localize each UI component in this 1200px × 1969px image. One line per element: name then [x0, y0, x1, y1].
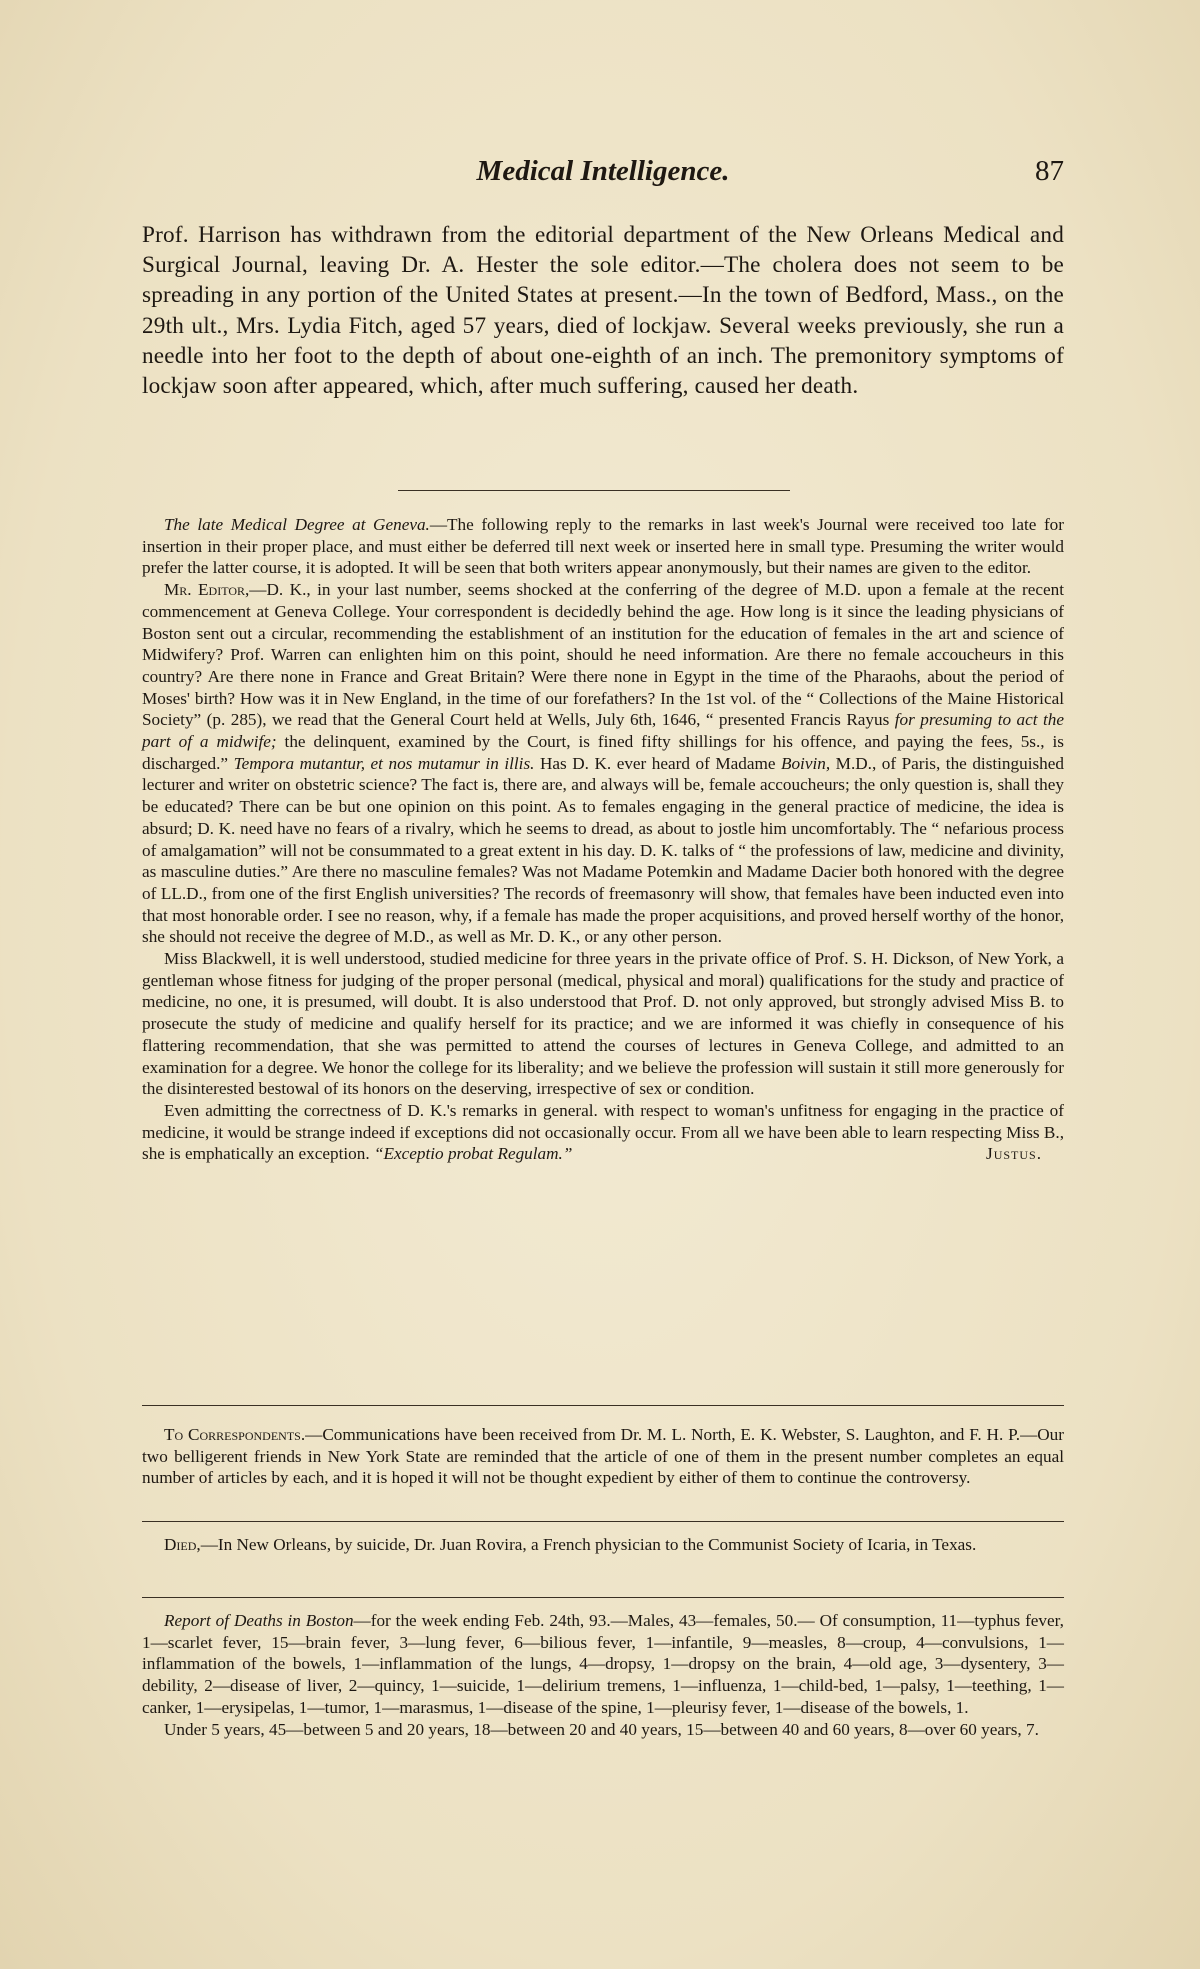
page-number: 87 [1035, 155, 1064, 187]
divider-rule [142, 1405, 1064, 1406]
deaths-paragraph [142, 1610, 1064, 1719]
letter-paragraph-1 [142, 579, 1064, 948]
letter-text: M.D., of Paris, the distinguished lecturer and writer on obstetric science? The fact is, there are, and always will be, female accoucheurs; the only question is, shall they be educated? There can be but one opinion on this point. As to females engaging in the general practice of medicine, the idea is absurd; D. K. need have no fears of a rivalry, which he seems to dread, as about to jostle him uncomfortably. The “ nefarious process of amalgamation” will not be consummated to a great extent in his day. D. K. talks of “ the professions of law, medicine and divinity, as masculine duties.” Are there no masculine females? Was not Madame Potemkin and Madame Dacier both honored with the degree of LL.D., from one of the first English universities? The records of freemasonry will show, that females have been inducted even into that most honorable order. I see no reason, why, if a female has made the proper acquisitions, and proved herself worthy of the honor, she should not receive the degree of M.D., as well as Mr. D. K., or any other person. [142, 753, 1064, 947]
died-heading: Died, [164, 1535, 201, 1554]
died-text: —In New Orleans, by suicide, Dr. Juan Rovira, a French physician to the Communist Society of Icaria, in Texas. [200, 1535, 977, 1554]
letter-italic-text: Boivin, [780, 753, 831, 773]
deaths-report-text: —for the week ending Feb. 24th, 93.—Males, 43—females, 50.— Of consumption, 11—typhus fever, 1—scarlet fever, 15—brain fever, 3—lung fever, 6—bilious fever, 1—infantile, 9—measles, 8—croup, 4—convulsions, 1—inflammation of the bowels, 1—inflammation of the lungs, 4—dropsy, 1—dropsy on the brain, 4—old age, 3—dysentery, 3—debility, 2—disease of liver, 2—quincy, 1—suicide, 1—delirium tremens, 1—influenza, 1—child-bed, 1—palsy, 1—teething, 1—canker, 1—erysipelas, 1—tumor, 1—marasmus, 1—disease of the spine, 1—pleurisy fever, 1—disease of the bowels, 1. [142, 1611, 1064, 1717]
latin-quotation: Tempora mutantur, et nos mutamur in illis. [233, 753, 535, 773]
letter-paragraph-3 [142, 1100, 1064, 1165]
correspondents-heading: To Correspondents. [164, 1425, 306, 1444]
letter-text: Has D. K. ever heard of Madame [534, 753, 781, 773]
divider-rule [142, 1521, 1064, 1522]
article-intro-text: —The following reply to the remarks in last week's Journal were received too late for insertion in their proper place, and must either be deferred till next week or inserted here in small type. Presuming the writer would prefer the latter course, it is adopted. It will be seen that both writers appear anonymously, but their names are given to the editor. [142, 515, 1064, 578]
geneva-degree-article [142, 514, 1064, 1165]
deaths-report-title: Report of Deaths in Boston [164, 1611, 354, 1630]
divider-rule [142, 1597, 1064, 1598]
article-title: The late Medical Degree at Geneva. [164, 515, 430, 534]
page-header [142, 155, 1064, 195]
correspondents-text: —Communications have been received from Dr. M. L. North, E. K. Webster, S. Laughton, and F. H. P.—Our two belligerent friends in New York State are reminded that the article of one of them in the present number completes an equal number of articles by each, and it is hoped it will not be thought expedient by either of them to continue the controversy. [142, 1425, 1064, 1488]
salutation: Mr. Editor, [164, 580, 250, 600]
correspondents-notice [142, 1424, 1064, 1489]
died-paragraph [142, 1534, 1064, 1556]
running-title: Medical Intelligence. [476, 155, 730, 187]
letter-italic-text: for presuming to act the part of a midwife; [142, 710, 1064, 752]
lead-paragraph: Prof. Harrison has withdrawn from the editorial department of the New Orleans Medical and Surgical Journal, leaving Dr. A. Hester the sole editor.—The cholera does not seem to be spreading in any portion of the United States at present.—In the town of Bedford, Mass., on the 29th ult., Mrs. Lydia Fitch, aged 57 years, died of lockjaw. Several weeks previously, she run a needle into her foot to the depth of about one-eighth of an inch. The premonitory symptoms of lockjaw soon after appeared, which, after much suffering, caused her death. [142, 222, 1064, 400]
deaths-ages-paragraph: Under 5 years, 45—between 5 and 20 years, 18—between 20 and 40 years, 15—between 40 and 60 years, 8—over 60 years, 7. [164, 1719, 1039, 1739]
letter-text: the delinquent, examined by the Court, is fined fifty shillings for his offence, and paying the fees, 5s., is discharged.” [142, 732, 1064, 773]
divider-rule [398, 490, 790, 491]
article-intro [142, 514, 1064, 579]
signature: Justus. [986, 1144, 1042, 1164]
letter-text: —D. K., in your last number, seems shocked at the conferring of the degree of M.D. upon a female at the recent commencement at Geneva College. Your correspondent is decidedly behind the age. How long is it since the leading physicians of Boston sent out a circular, recommending the establishment of an institution for the education of females in the art and science of Midwifery? Prof. Warren can enlighten him on this point, should he need information. Are there no female accoucheurs in this country? Are there none in France and Great Britain? Were there none in Egypt in the time of the Pharaohs, about the period of Moses' birth? How was it in New England, in the time of our forefathers? In the 1st vol. of the “ Collections of the Maine Historical Society” (p. 285), we read that the General Court held at Wells, July 6th, 1646, “ presented Francis Rayus [142, 580, 1064, 730]
letter-text: Even admitting the correctness of D. K.'s remarks in general. with respect to woman's unfitness for engaging in the practice of medicine, it would be strange indeed if exceptions did not occasionally occur. From all we have been able to learn respecting Miss B., she is emphatically an exception. [142, 1100, 1064, 1164]
latin-quotation: “Exceptio probat Regulam.” [373, 1144, 573, 1164]
death-notice [142, 1534, 1064, 1556]
letter-paragraph-2: Miss Blackwell, it is well understood, studied medicine for three years in the private office of Prof. S. H. Dickson, of New York, a gentleman whose fitness for judging of the proper personal (medical, physical and moral) qualifications for the study and practice of medicine, no one, it is presumed, will doubt. It is also understood that Prof. D. not only approved, but strongly advised Miss B. to prosecute the study of medicine and qualify herself for its practice; and we are informed it was chiefly in consequence of his flattering recommendation, that she was permitted to attend the courses of lectures in Geneva College, and admitted to an examination for a degree. We honor the college for its liberality; and we believe the profession will sustain it still more generously for the disinterested bestowal of its honors on the deserving, irrespective of sex or condition. [142, 949, 1064, 1099]
correspondents-paragraph [142, 1424, 1064, 1489]
deaths-report [142, 1610, 1064, 1740]
